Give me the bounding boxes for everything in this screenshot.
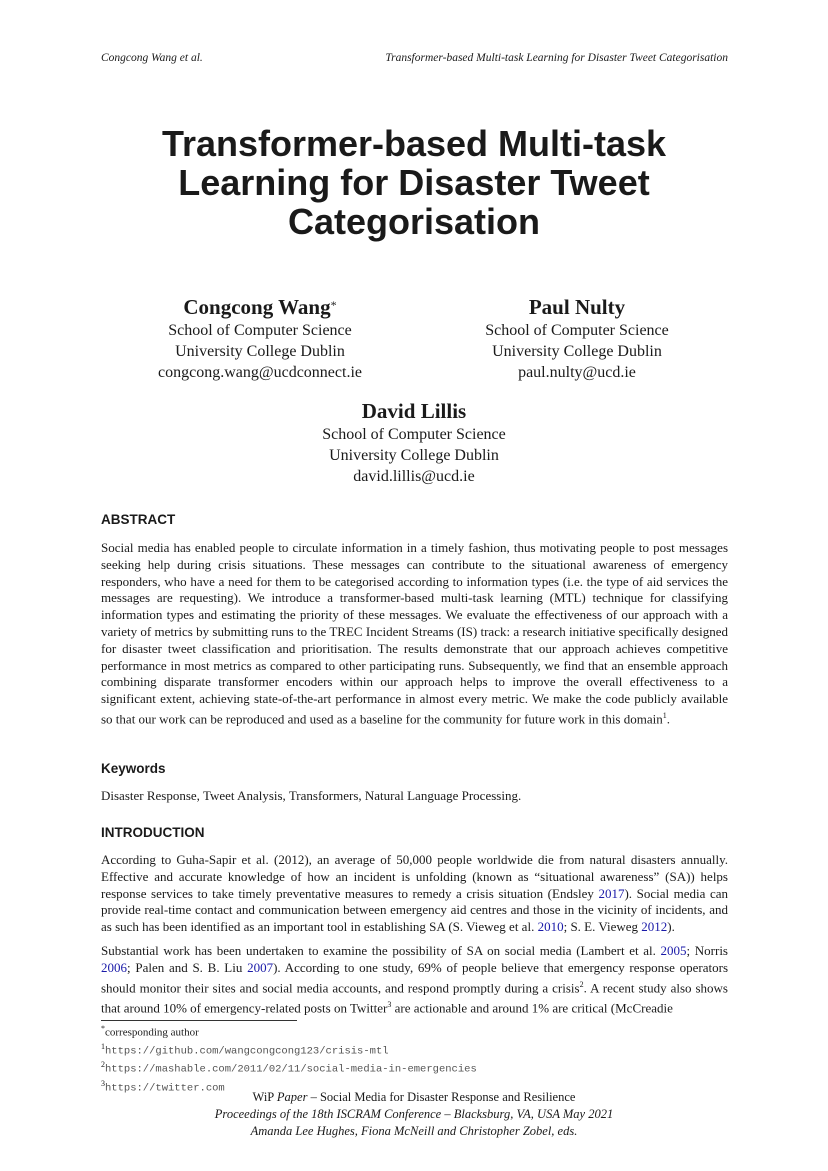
paper-title: [0, 124, 828, 241]
footnote-item: $^1$https://github.com/wangcongcong123/crisis-mtl: [101, 1041, 389, 1058]
author-dept: School of Computer Science: [168, 322, 352, 339]
footer-track: WiP Paper – Social Media for Disaster Response and Resilience: [252, 1090, 576, 1104]
footer-proceedings: Proceedings of the 18th ISCRAM Conference – Blacksburg, VA, USA May 2021: [214, 1107, 614, 1121]
keywords-heading: Keywords: [101, 761, 166, 776]
author-name: Congcong Wang*: [183, 295, 337, 319]
title-line: Learning for Disaster Tweet: [178, 162, 650, 203]
author-dept: School of Computer Science: [485, 322, 669, 339]
footnote-mark: 3: [387, 999, 392, 1009]
author-name: Paul Nulty: [528, 295, 626, 319]
author-dept: School of Computer Science: [322, 426, 506, 443]
page-footer: [0, 1089, 828, 1140]
footer-editors: Amanda Lee Hughes, Fiona McNeill and Christopher Zobel, eds.: [250, 1124, 578, 1138]
abstract-text: Social media has enabled people to circulate information in a timely fashion, thus motivating people to post messages seeking help during crisis situations. These messages can contribute to the situational awareness of emergency responders, who have a need for them to be categorised according to information types (i.e. the type of aid services the messages are requesting). We introduce a transformer-based multi-task learning (MTL) technique for classifying information types and estimating the priority of these messages. We evaluate the effectiveness of our approach with a variety of metrics by submitting runs to the TREC Incident Streams (IS) track: a research initiative specifically designed for disaster tweet classification and prioritisation. The results demonstrate that our approach achieves competitive performance in most metrics as compared to other participating runs. Subsequently, we find that an ensemble approach combining disparate transformer encoders within our approach helps to improve the overall effectiveness to a significant extent, achieving state-of-the-art performance in almost every metric. We make the code publicly available so that our work can be reproduced and used as a baseline for the community for future work in this domain$^1$.: [101, 540, 728, 727]
footnote-mark: 1: [662, 710, 667, 720]
footnote-url-link[interactable]: https://github.com/wangcongcong123/crisis-mtl: [105, 1045, 389, 1058]
footnote-item: *corresponding author: [101, 1024, 199, 1039]
footnote-url-link[interactable]: https://mashable.com/2011/02/11/social-media-in-emergencies: [105, 1063, 477, 1076]
citation-link[interactable]: 2012: [641, 919, 668, 935]
citation-link[interactable]: 2010: [537, 919, 564, 935]
keywords-text: Disaster Response, Tweet Analysis, Transformers, Natural Language Processing.: [101, 788, 522, 803]
running-head-left: Congcong Wang et al.: [101, 52, 203, 64]
author-block: [150, 294, 370, 383]
footnote-mark: 2: [579, 979, 584, 989]
title-line: Categorisation: [287, 201, 541, 242]
citation-link[interactable]: 2007: [247, 959, 274, 975]
author-email: paul.nulty@ucd.ie: [518, 364, 636, 381]
introduction-heading: INTRODUCTION: [101, 825, 205, 840]
introduction-text: [101, 852, 728, 1017]
corresponding-mark: *: [330, 298, 337, 312]
footnote-divider: [101, 1020, 297, 1021]
footnote-url-link[interactable]: https://twitter.com: [105, 1082, 225, 1095]
footnotes: [101, 1022, 477, 1096]
author-block: [304, 398, 524, 487]
paragraph: According to Guha-Sapir et al. (2012), an average of 50,000 people worldwide die from natural disasters annually. Effective and accurate knowledge of how an incident is unfolding (known as “situational awareness” (SA)) helps response services to take timely preventative measures to remedy a crisis situation (Endsley 2017). Social media can provide real-time contact and communication between emergency aid centres and those in the vicinity of incidents, and as such has been identified as an important tool in establishing SA (S. Vieweg et al. 2010; S. E. Vieweg 2012).: [101, 852, 728, 935]
author-email: david.lillis@ucd.ie: [353, 468, 475, 485]
footnote-item: $^3$https://twitter.com: [101, 1078, 225, 1095]
author-institution: University College Dublin: [492, 343, 662, 360]
author-name: David Lillis: [361, 399, 467, 423]
author-block: [467, 294, 687, 383]
footnote-item: $^2$https://mashable.com/2011/02/11/social-media-in-emergencies: [101, 1060, 477, 1076]
citation-link[interactable]: 2017: [598, 885, 625, 901]
abstract-heading: ABSTRACT: [101, 512, 176, 527]
author-email: congcong.wang@ucdconnect.ie: [158, 364, 362, 381]
title-line: Transformer-based Multi-task: [161, 123, 667, 164]
author-institution: University College Dublin: [329, 447, 499, 464]
paragraph: Substantial work has been undertaken to examine the possibility of SA on social media (Lambert et al. 2005; Norris 2006; Palen and S. B. Liu 2007). According to one study, 69% of people believe that emergency response operators should monitor their sites and social media accounts, and respond promptly during a crisis$^2$. A recent study also shows that around 10% of emergency-related posts on Twitter$^3$ are actionable and around 1% are critical (McCreadie: [101, 942, 729, 1016]
author-institution: University College Dublin: [175, 343, 345, 360]
citation-link[interactable]: 2006: [101, 959, 127, 975]
citation-link[interactable]: 2005: [660, 942, 687, 958]
running-head-right: Transformer-based Multi-task Learning for Disaster Tweet Categorisation: [385, 52, 728, 64]
